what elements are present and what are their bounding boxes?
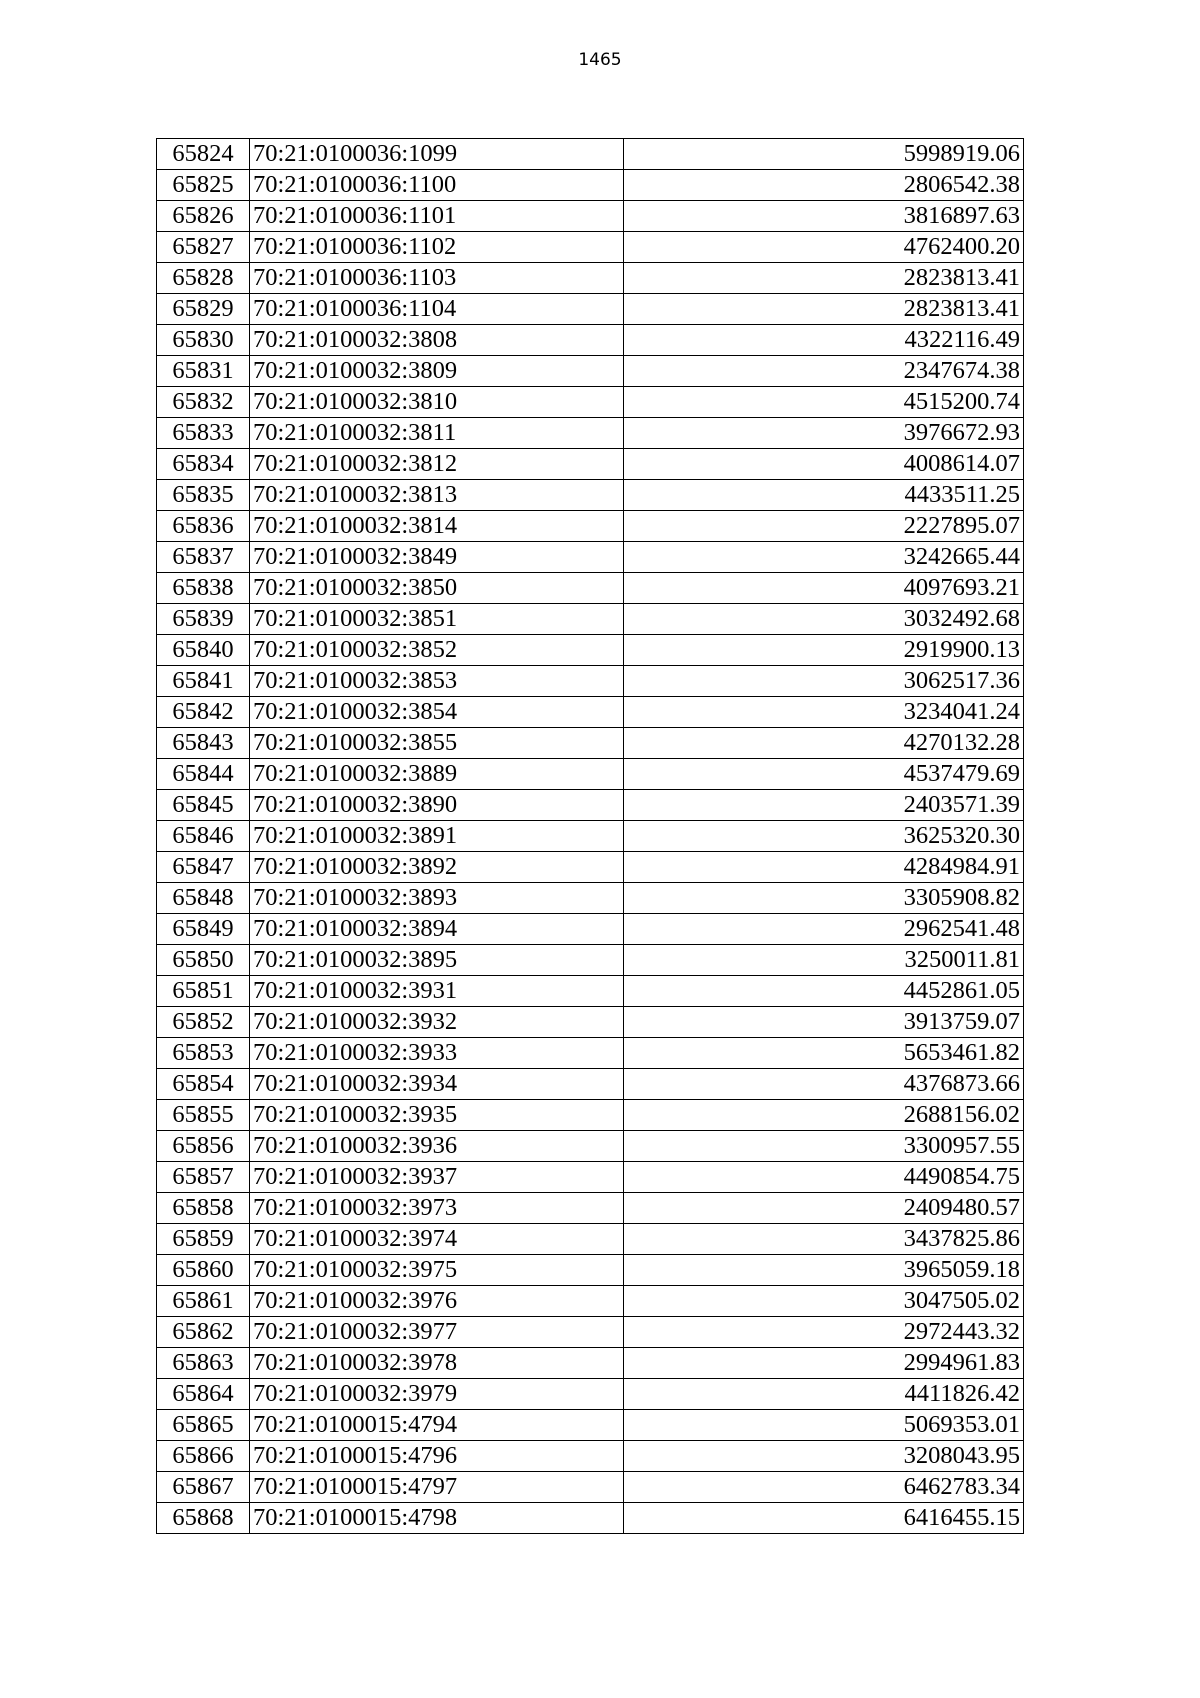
cadastral-value-cell: 3242665.44 (624, 542, 1024, 573)
cadastral-number-cell: 70:21:0100032:3937 (250, 1162, 624, 1193)
table-row (157, 325, 1024, 356)
cadastral-value-cell: 3032492.68 (624, 604, 1024, 635)
table-row (157, 232, 1024, 263)
cadastral-value-cell: 3625320.30 (624, 821, 1024, 852)
cadastral-number-cell: 70:21:0100032:3932 (250, 1007, 624, 1038)
row-number-cell: 65866 (157, 1441, 250, 1472)
cadastral-number-cell: 70:21:0100032:3808 (250, 325, 624, 356)
cadastral-number-cell: 70:21:0100032:3890 (250, 790, 624, 821)
row-number-cell: 65865 (157, 1410, 250, 1441)
cadastral-number-cell: 70:21:0100036:1099 (250, 139, 624, 170)
cadastral-number-cell: 70:21:0100032:3811 (250, 418, 624, 449)
table-row (157, 1162, 1024, 1193)
cadastral-value-cell: 2409480.57 (624, 1193, 1024, 1224)
cadastral-value-cell: 5998919.06 (624, 139, 1024, 170)
cadastral-value-cell: 3208043.95 (624, 1441, 1024, 1472)
cadastral-number-cell: 70:21:0100032:3895 (250, 945, 624, 976)
table-row (157, 1348, 1024, 1379)
cadastral-value-cell: 4452861.05 (624, 976, 1024, 1007)
table-row (157, 480, 1024, 511)
table-row (157, 1379, 1024, 1410)
row-number-cell: 65861 (157, 1286, 250, 1317)
table-row (157, 1131, 1024, 1162)
cadastral-number-cell: 70:21:0100032:3889 (250, 759, 624, 790)
row-number-cell: 65860 (157, 1255, 250, 1286)
table-row (157, 418, 1024, 449)
table-row (157, 449, 1024, 480)
row-number-cell: 65844 (157, 759, 250, 790)
row-number-cell: 65857 (157, 1162, 250, 1193)
row-number-cell: 65867 (157, 1472, 250, 1503)
row-number-cell: 65846 (157, 821, 250, 852)
table-row (157, 604, 1024, 635)
cadastral-number-cell: 70:21:0100015:4798 (250, 1503, 624, 1534)
row-number-cell: 65832 (157, 387, 250, 418)
cadastral-value-cell: 4490854.75 (624, 1162, 1024, 1193)
row-number-cell: 65854 (157, 1069, 250, 1100)
table-row (157, 1472, 1024, 1503)
table-row (157, 542, 1024, 573)
cadastral-value-cell: 4515200.74 (624, 387, 1024, 418)
cadastral-value-cell: 3305908.82 (624, 883, 1024, 914)
row-number-cell: 65855 (157, 1100, 250, 1131)
cadastral-value-cell: 4411826.42 (624, 1379, 1024, 1410)
table-row (157, 790, 1024, 821)
cadastral-number-cell: 70:21:0100036:1102 (250, 232, 624, 263)
row-number-cell: 65838 (157, 573, 250, 604)
cadastral-value-cell: 4097693.21 (624, 573, 1024, 604)
cadastral-number-cell: 70:21:0100032:3812 (250, 449, 624, 480)
cadastral-value-cell: 3047505.02 (624, 1286, 1024, 1317)
table-row (157, 728, 1024, 759)
row-number-cell: 65841 (157, 666, 250, 697)
row-number-cell: 65839 (157, 604, 250, 635)
cadastral-value-cell: 2347674.38 (624, 356, 1024, 387)
table-row (157, 1038, 1024, 1069)
table-row (157, 1441, 1024, 1472)
cadastral-value-cell: 4008614.07 (624, 449, 1024, 480)
table-row (157, 852, 1024, 883)
cadastral-value-cell: 3234041.24 (624, 697, 1024, 728)
cadastral-number-cell: 70:21:0100032:3935 (250, 1100, 624, 1131)
cadastral-number-cell: 70:21:0100032:3973 (250, 1193, 624, 1224)
cadastral-number-cell: 70:21:0100032:3855 (250, 728, 624, 759)
cadastral-value-cell: 6416455.15 (624, 1503, 1024, 1534)
cadastral-number-cell: 70:21:0100032:3853 (250, 666, 624, 697)
row-number-cell: 65843 (157, 728, 250, 759)
cadastral-value-cell: 3913759.07 (624, 1007, 1024, 1038)
cadastral-value-cell: 3976672.93 (624, 418, 1024, 449)
row-number-cell: 65850 (157, 945, 250, 976)
cadastral-value-cell: 2403571.39 (624, 790, 1024, 821)
cadastral-number-cell: 70:21:0100032:3894 (250, 914, 624, 945)
cadastral-value-cell: 2919900.13 (624, 635, 1024, 666)
table-row (157, 294, 1024, 325)
cadastral-number-cell: 70:21:0100032:3979 (250, 1379, 624, 1410)
row-number-cell: 65827 (157, 232, 250, 263)
cadastral-value-cell: 4433511.25 (624, 480, 1024, 511)
row-number-cell: 65828 (157, 263, 250, 294)
cadastral-value-cell: 4322116.49 (624, 325, 1024, 356)
table-row (157, 1255, 1024, 1286)
cadastral-number-cell: 70:21:0100032:3850 (250, 573, 624, 604)
table-row (157, 1100, 1024, 1131)
table-row (157, 821, 1024, 852)
row-number-cell: 65826 (157, 201, 250, 232)
table-row (157, 1410, 1024, 1441)
cadastral-number-cell: 70:21:0100032:3810 (250, 387, 624, 418)
cadastral-number-cell: 70:21:0100032:3854 (250, 697, 624, 728)
cadastral-value-table (156, 138, 1024, 1534)
row-number-cell: 65835 (157, 480, 250, 511)
cadastral-value-cell: 4762400.20 (624, 232, 1024, 263)
table-row (157, 666, 1024, 697)
table-row (157, 635, 1024, 666)
cadastral-value-cell: 5069353.01 (624, 1410, 1024, 1441)
cadastral-number-cell: 70:21:0100032:3809 (250, 356, 624, 387)
page-number: 1465 (578, 50, 622, 70)
cadastral-value-cell: 4376873.66 (624, 1069, 1024, 1100)
table-body (157, 139, 1024, 1534)
table-row (157, 170, 1024, 201)
cadastral-value-cell: 2806542.38 (624, 170, 1024, 201)
row-number-cell: 65852 (157, 1007, 250, 1038)
row-number-cell: 65845 (157, 790, 250, 821)
table-row (157, 697, 1024, 728)
cadastral-value-cell: 4537479.69 (624, 759, 1024, 790)
table-row (157, 914, 1024, 945)
row-number-cell: 65864 (157, 1379, 250, 1410)
cadastral-value-cell: 2227895.07 (624, 511, 1024, 542)
cadastral-number-cell: 70:21:0100032:3813 (250, 480, 624, 511)
row-number-cell: 65836 (157, 511, 250, 542)
row-number-cell: 65837 (157, 542, 250, 573)
cadastral-number-cell: 70:21:0100032:3893 (250, 883, 624, 914)
row-number-cell: 65829 (157, 294, 250, 325)
row-number-cell: 65856 (157, 1131, 250, 1162)
table-row (157, 201, 1024, 232)
row-number-cell: 65868 (157, 1503, 250, 1534)
row-number-cell: 65858 (157, 1193, 250, 1224)
row-number-cell: 65824 (157, 139, 250, 170)
cadastral-number-cell: 70:21:0100032:3931 (250, 976, 624, 1007)
row-number-cell: 65834 (157, 449, 250, 480)
table-row (157, 387, 1024, 418)
cadastral-number-cell: 70:21:0100032:3936 (250, 1131, 624, 1162)
row-number-cell: 65830 (157, 325, 250, 356)
table-row (157, 759, 1024, 790)
cadastral-value-cell: 4270132.28 (624, 728, 1024, 759)
cadastral-number-cell: 70:21:0100015:4794 (250, 1410, 624, 1441)
cadastral-number-cell: 70:21:0100032:3852 (250, 635, 624, 666)
table-row (157, 1286, 1024, 1317)
cadastral-value-cell: 3300957.55 (624, 1131, 1024, 1162)
cadastral-number-cell: 70:21:0100032:3849 (250, 542, 624, 573)
row-number-cell: 65840 (157, 635, 250, 666)
cadastral-number-cell: 70:21:0100036:1100 (250, 170, 624, 201)
cadastral-value-cell: 2823813.41 (624, 263, 1024, 294)
row-number-cell: 65863 (157, 1348, 250, 1379)
table-row (157, 1317, 1024, 1348)
table-row (157, 1224, 1024, 1255)
cadastral-value-cell: 3816897.63 (624, 201, 1024, 232)
cadastral-number-cell: 70:21:0100036:1103 (250, 263, 624, 294)
cadastral-value-cell: 3250011.81 (624, 945, 1024, 976)
table-row (157, 139, 1024, 170)
cadastral-value-cell: 3965059.18 (624, 1255, 1024, 1286)
cadastral-number-cell: 70:21:0100032:3934 (250, 1069, 624, 1100)
row-number-cell: 65851 (157, 976, 250, 1007)
table-row (157, 945, 1024, 976)
cadastral-value-cell: 2972443.32 (624, 1317, 1024, 1348)
cadastral-value-cell: 6462783.34 (624, 1472, 1024, 1503)
cadastral-value-cell: 4284984.91 (624, 852, 1024, 883)
cadastral-number-cell: 70:21:0100032:3814 (250, 511, 624, 542)
row-number-cell: 65847 (157, 852, 250, 883)
cadastral-value-cell: 3437825.86 (624, 1224, 1024, 1255)
table-row (157, 1193, 1024, 1224)
cadastral-number-cell: 70:21:0100015:4797 (250, 1472, 624, 1503)
row-number-cell: 65833 (157, 418, 250, 449)
row-number-cell: 65848 (157, 883, 250, 914)
cadastral-number-cell: 70:21:0100015:4796 (250, 1441, 624, 1472)
table-row (157, 356, 1024, 387)
table-row (157, 1007, 1024, 1038)
cadastral-number-cell: 70:21:0100032:3976 (250, 1286, 624, 1317)
table-row (157, 1069, 1024, 1100)
cadastral-value-cell: 2994961.83 (624, 1348, 1024, 1379)
row-number-cell: 65862 (157, 1317, 250, 1348)
cadastral-number-cell: 70:21:0100032:3851 (250, 604, 624, 635)
cadastral-number-cell: 70:21:0100032:3978 (250, 1348, 624, 1379)
cadastral-value-cell: 2823813.41 (624, 294, 1024, 325)
row-number-cell: 65853 (157, 1038, 250, 1069)
cadastral-number-cell: 70:21:0100032:3891 (250, 821, 624, 852)
table-row (157, 263, 1024, 294)
table-row (157, 1503, 1024, 1534)
cadastral-value-cell: 2962541.48 (624, 914, 1024, 945)
cadastral-number-cell: 70:21:0100032:3892 (250, 852, 624, 883)
cadastral-number-cell: 70:21:0100036:1101 (250, 201, 624, 232)
row-number-cell: 65849 (157, 914, 250, 945)
table-row (157, 573, 1024, 604)
table-row (157, 511, 1024, 542)
cadastral-value-cell: 2688156.02 (624, 1100, 1024, 1131)
cadastral-number-cell: 70:21:0100036:1104 (250, 294, 624, 325)
row-number-cell: 65859 (157, 1224, 250, 1255)
row-number-cell: 65842 (157, 697, 250, 728)
cadastral-number-cell: 70:21:0100032:3933 (250, 1038, 624, 1069)
cadastral-number-cell: 70:21:0100032:3974 (250, 1224, 624, 1255)
row-number-cell: 65831 (157, 356, 250, 387)
cadastral-number-cell: 70:21:0100032:3977 (250, 1317, 624, 1348)
cadastral-value-cell: 3062517.36 (624, 666, 1024, 697)
cadastral-number-cell: 70:21:0100032:3975 (250, 1255, 624, 1286)
table-row (157, 883, 1024, 914)
row-number-cell: 65825 (157, 170, 250, 201)
table-row (157, 976, 1024, 1007)
cadastral-value-cell: 5653461.82 (624, 1038, 1024, 1069)
